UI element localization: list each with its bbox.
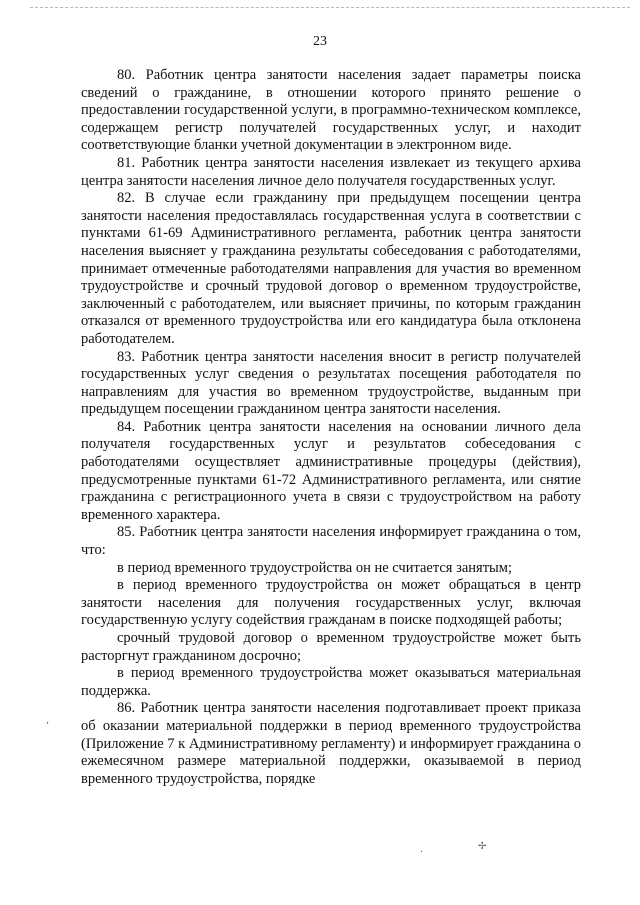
scan-top-edge <box>30 7 630 9</box>
scan-speck: · <box>420 847 424 858</box>
document-body <box>81 67 581 788</box>
paragraph-84: 84. Работник центра занятости населения на основании личного дела получателя государственных услуг и результатов собеседования с работодателями осуществляет административные процедуры (действия), предусмотренные пунктами 61-72 Административного регламента, или снятие гражданина с регистрационного учета в связи с трудоустройством на работу временного характера. <box>81 418 581 523</box>
paragraph-82: 82. В случае если гражданину при предыдущем посещении центра занятости населения предоставлялась государственная услуга в соответствии с пунктами 61-69 Административного регламента, работник центра занятости населения выясняет у гражданина результаты собеседования с работодателями, принимает отмеченные работодателями направления для участия во временном трудоустройстве и срочный трудовой договор о временном трудоустройстве, заключенный с работодателем, или выясняет причины, по которым гражданин отказался от временного трудоустройства или его кандидатура была отклонена работодателем. <box>81 190 581 347</box>
list-item-material-support: в период временного трудоустройства может оказываться материальная поддержка. <box>81 665 581 699</box>
page-number: 23 <box>313 34 327 49</box>
paragraph-80: 80. Работник центра занятости населения задает параметры поиска сведений о гражданине, в отношении которого принято решение о предоставлении государственной услуги, в программно-техническом комплексе, содержащем регистр получателей государственных услуг, и находит соответствующие бланки учетной документации в электронном виде. <box>81 67 581 154</box>
paragraph-83: 83. Работник центра занятости населения вносит в регистр получателей государственных услуг сведения о результатах посещения работодателя по направлениям для участия во временном трудоустройстве, выданным при предыдущем посещении гражданином центра занятости населения. <box>81 348 581 418</box>
paragraph-86: 86. Работник центра занятости населения подготавливает проект приказа об оказании материальной поддержки в период временного трудоустройства (Приложение 7 к Административному регламенту) и информирует гражданина о ежемесячном размере материальной поддержки, оказываемой в период временного трудоустройства, порядке <box>81 700 581 787</box>
scan-speck: ✢ <box>478 841 487 852</box>
paragraph-85: 85. Работник центра занятости населения информирует гражданина о том, что: <box>81 524 581 559</box>
paragraph-81: 81. Работник центра занятости населения извлекает из текущего архива центра занятости населения личное дело получателя государственных услуг. <box>81 154 581 189</box>
list-item-not-employed: в период временного трудоустройства он не считается занятым; <box>117 559 512 576</box>
scan-speck: , <box>46 715 50 726</box>
list-item-may-apply: в период временного трудоустройства он может обращаться в центр занятости населения для получения государственных услуг, включая государственную услугу содействия гражданам в поиске подходящей работы; <box>81 577 581 629</box>
list-item-contract-termination: срочный трудовой договор о временном трудоустройстве может быть расторгнут гражданином досрочно; <box>81 630 581 664</box>
